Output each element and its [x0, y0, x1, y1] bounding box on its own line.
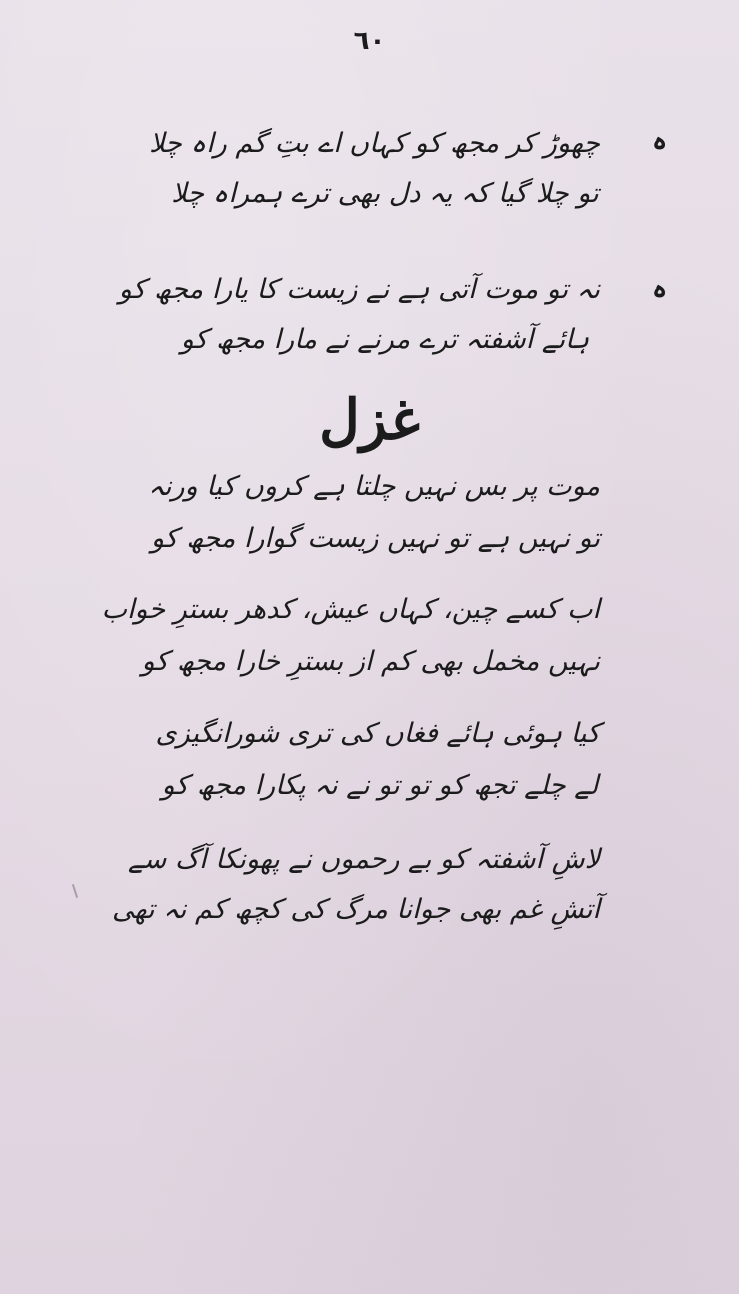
couplet-1-line-1: چھوڑ کر مجھ کو کہاں اے بتِ گم راہ چلا: [149, 128, 600, 159]
ghazal-verse-4-line-2: آتشِ غم بھی جوانا مرگ کی کچھ کم نہ تھی: [112, 894, 600, 925]
couplet-marker: ہ: [652, 274, 668, 304]
ghazal-verse-1-line-1: موت پر بس نہیں چلتا ہے کروں کیا ورنہ: [148, 471, 600, 502]
couplet-1-line-2: تو چلا گیا کہ یہ دل بھی ترے ہمراہ چلا: [171, 178, 599, 209]
ghazal-verse-1-line-2: تو نہیں ہے تو نہیں زیست گوارا مجھ کو: [150, 523, 600, 554]
ghazal-heading: غزل: [319, 387, 420, 453]
page-number: ٦٠: [353, 26, 386, 56]
ghazal-verse-4-line-1: لاشِ آشفتہ کو بے رحموں نے پھونکا آگ سے: [127, 844, 600, 875]
couplet-marker: ہ: [652, 126, 668, 156]
couplet-2-line-1: نہ تو موت آتی ہے نے زیست کا یارا مجھ کو: [118, 274, 600, 305]
couplet-2-line-2: ہائے آشفتہ ترے مرنے نے مارا مجھ کو: [180, 324, 590, 355]
ghazal-verse-3-line-2: لے چلے تجھ کو تو تو نے نہ پکارا مجھ کو: [161, 770, 599, 801]
ghazal-verse-2-line-2: نہیں مخمل بھی کم از بسترِ خارا مجھ کو: [141, 646, 600, 677]
ghazal-verse-3-line-1: کیا ہوئی ہائے فغاں کی تری شورانگیزی: [155, 718, 600, 749]
paper-mark: [72, 884, 78, 898]
ghazal-verse-2-line-1: اب کسے چین، کہاں عیش، کدھر بسترِ خواب: [101, 594, 600, 625]
